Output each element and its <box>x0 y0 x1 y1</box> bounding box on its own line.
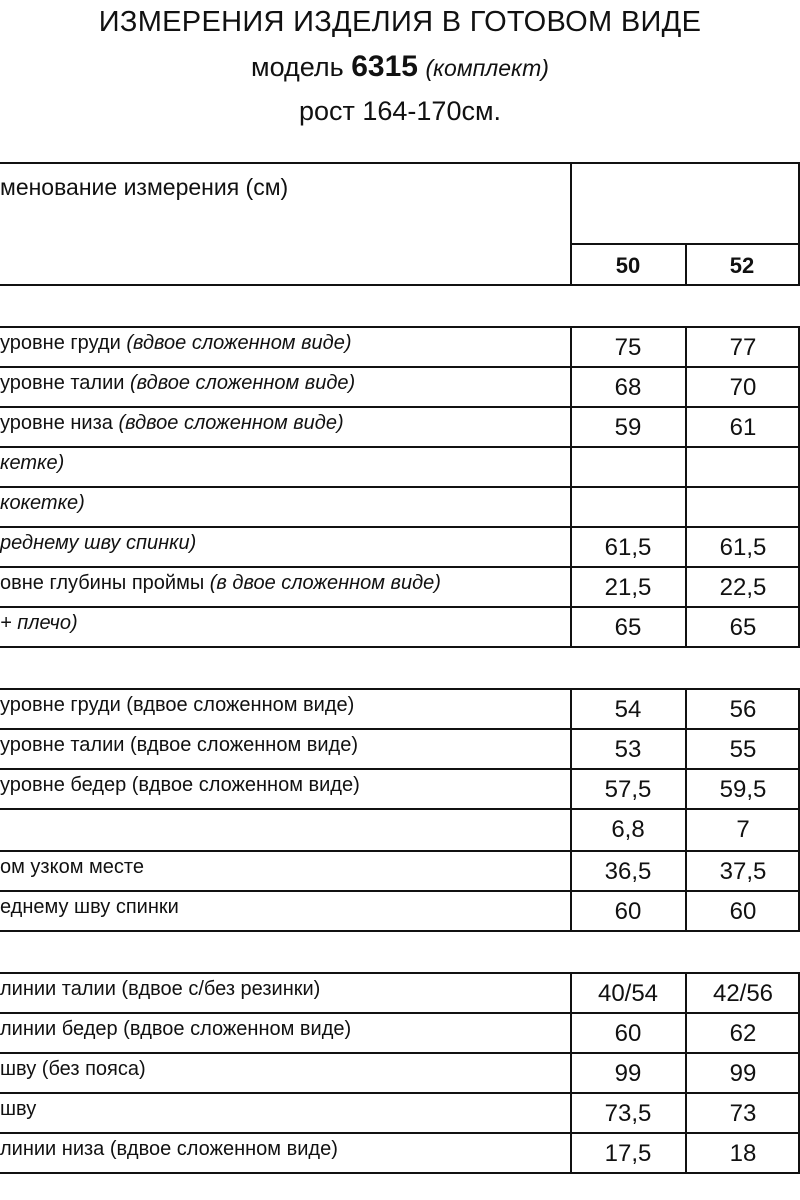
row-label-text: уровне низа <box>0 412 113 434</box>
row-label-text: уровне бедер (вдвое сложенном виде) <box>0 774 360 796</box>
value-size-50: 60 <box>614 1020 642 1047</box>
row-label <box>0 734 358 757</box>
value-size-50: 75 <box>614 334 642 361</box>
row-label <box>0 1018 351 1041</box>
row-divider <box>0 486 800 488</box>
value-size-50: 57,5 <box>604 776 652 803</box>
row-divider <box>0 1012 800 1014</box>
row-divider <box>0 728 800 730</box>
value-size-52: 70 <box>729 374 757 401</box>
value-size-52: 42/56 <box>712 980 774 1007</box>
row-label <box>0 372 355 395</box>
value-size-52: 18 <box>729 1140 757 1167</box>
value-size-50: 68 <box>614 374 642 401</box>
section-2-bottom <box>0 930 800 932</box>
row-divider <box>0 1092 800 1094</box>
section-2-top <box>0 688 800 690</box>
row-label <box>0 774 360 797</box>
value-size-52: 65 <box>729 614 757 641</box>
row-label-note: (вдвое сложенном виде) <box>118 412 344 434</box>
row-label-text: уровне груди <box>0 332 121 354</box>
row-label-text: линии низа (вдвое сложенном виде) <box>0 1138 338 1160</box>
value-size-50: 53 <box>614 736 642 763</box>
header-bottom-border <box>0 284 800 286</box>
row-label-note: реднему шву спинки) <box>0 532 197 554</box>
height-line: рост 164-170см. <box>298 96 502 126</box>
row-label-note: (вдвое сложенном виде) <box>126 332 352 354</box>
row-label-note: кетке) <box>0 452 65 474</box>
row-label-text: шву (без пояса) <box>0 1058 146 1080</box>
section-3-bottom <box>0 1172 800 1174</box>
row-divider <box>0 406 800 408</box>
row-label <box>0 856 144 879</box>
row-label <box>0 1138 338 1161</box>
row-divider <box>0 526 800 528</box>
row-label-note: (в двое сложенном виде) <box>209 572 441 594</box>
value-size-52: 60 <box>729 898 757 925</box>
row-label-note: кокетке) <box>0 492 85 514</box>
value-size-50: 61,5 <box>604 534 652 561</box>
row-divider <box>0 890 800 892</box>
value-size-52: 99 <box>729 1060 757 1087</box>
row-label-text: еднему шву спинки <box>0 896 179 918</box>
row-label-text: овне глубины проймы <box>0 572 205 594</box>
size-header-50: 50 <box>615 253 641 278</box>
model-number: 6315 <box>351 50 418 83</box>
column-header-label: менование измерения (см) <box>0 174 289 200</box>
row-label <box>0 612 78 635</box>
value-size-50: 36,5 <box>604 858 652 885</box>
row-label-text: ом узком месте <box>0 856 144 878</box>
row-divider <box>0 768 800 770</box>
section-1-bottom <box>0 646 800 648</box>
section-col-divider-1 <box>570 688 572 932</box>
document-title: ИЗМЕРЕНИЯ ИЗДЕЛИЯ В ГОТОВОМ ВИДЕ <box>98 6 702 38</box>
row-label <box>0 532 196 555</box>
row-divider <box>0 808 800 810</box>
row-label-note: (вдвое сложенном виде) <box>130 372 356 394</box>
row-label <box>0 452 64 475</box>
row-label <box>0 412 344 435</box>
row-label <box>0 572 441 595</box>
value-size-52: 73 <box>729 1100 757 1127</box>
model-suffix: (комплект) <box>425 55 549 81</box>
row-divider <box>0 566 800 568</box>
value-size-50: 54 <box>614 696 642 723</box>
header-col-divider-2 <box>685 243 687 286</box>
row-label <box>0 492 85 515</box>
row-label-note: + плечо) <box>0 612 78 634</box>
row-divider <box>0 606 800 608</box>
value-size-52: 59,5 <box>719 776 767 803</box>
value-size-50: 73,5 <box>604 1100 652 1127</box>
value-size-50: 21,5 <box>604 574 652 601</box>
value-size-50: 40/54 <box>597 980 659 1007</box>
row-divider <box>0 1132 800 1134</box>
row-divider <box>0 850 800 852</box>
row-label <box>0 694 354 717</box>
value-size-52: 55 <box>729 736 757 763</box>
section-1-top <box>0 326 800 328</box>
section-col-divider-2 <box>685 688 687 932</box>
table-top-border <box>0 162 800 164</box>
size-header-52: 52 <box>729 253 755 278</box>
row-label-text: шву <box>0 1098 37 1120</box>
value-size-50: 6,8 <box>611 816 645 843</box>
row-label-text: уровне груди (вдвое сложенном виде) <box>0 694 355 716</box>
value-size-52: 62 <box>729 1020 757 1047</box>
value-size-50: 17,5 <box>604 1140 652 1167</box>
value-size-52: 77 <box>729 334 757 361</box>
value-size-52: 61 <box>729 414 757 441</box>
row-label-text: уровне талии (вдвое сложенном виде) <box>0 734 358 756</box>
row-divider <box>0 366 800 368</box>
value-size-52: 56 <box>729 696 757 723</box>
value-size-52: 22,5 <box>719 574 767 601</box>
value-size-50: 59 <box>614 414 642 441</box>
row-label <box>0 896 179 919</box>
value-size-52: 61,5 <box>719 534 767 561</box>
value-size-50: 99 <box>614 1060 642 1087</box>
row-label <box>0 978 320 1001</box>
value-size-52: 7 <box>736 816 750 843</box>
row-divider <box>0 446 800 448</box>
row-label <box>0 1098 36 1121</box>
header-col-divider-1 <box>570 162 572 286</box>
section-3-top <box>0 972 800 974</box>
row-label <box>0 332 351 355</box>
value-size-52: 37,5 <box>719 858 767 885</box>
row-label <box>0 1058 146 1081</box>
row-label-text: линии бедер (вдвое сложенном виде) <box>0 1018 352 1040</box>
value-size-50: 65 <box>614 614 642 641</box>
row-divider <box>0 1052 800 1054</box>
row-label-text: линии талии (вдвое с/без резинки) <box>0 978 321 1000</box>
value-size-50: 60 <box>614 898 642 925</box>
row-label-text: уровне талии <box>0 372 125 394</box>
model-prefix: модель <box>251 52 344 82</box>
